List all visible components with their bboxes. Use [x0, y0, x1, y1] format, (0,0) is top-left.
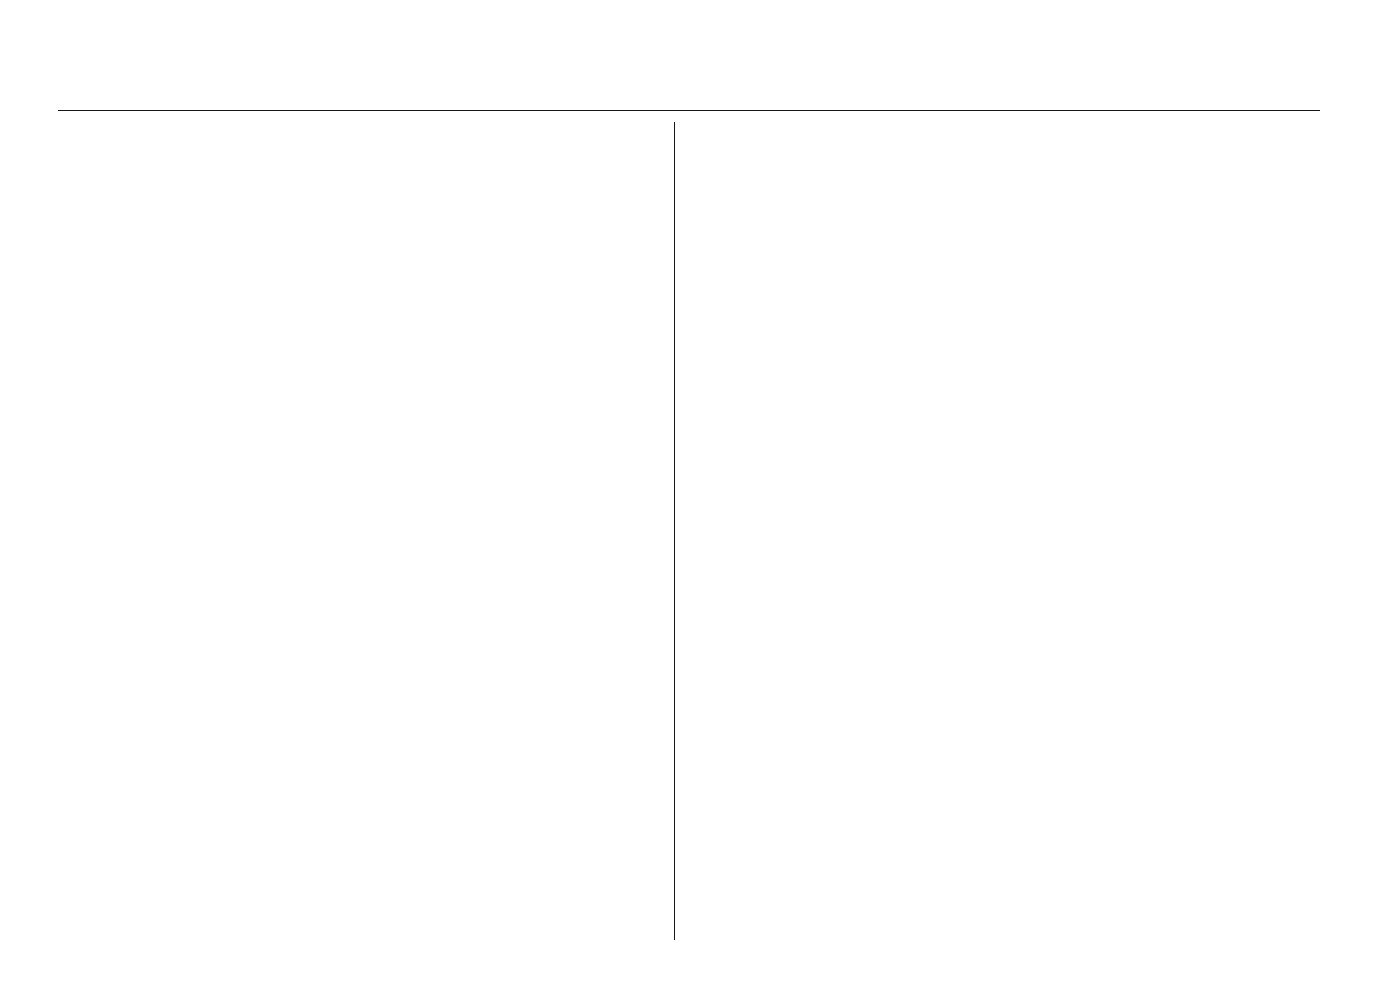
running-header [58, 70, 1320, 108]
scanned-page [58, 70, 1320, 940]
digitization-footer [58, 958, 1325, 976]
column-divider [674, 122, 675, 940]
text-column-right [690, 122, 1290, 940]
header-rule [58, 110, 1320, 111]
text-column-left [58, 122, 658, 940]
